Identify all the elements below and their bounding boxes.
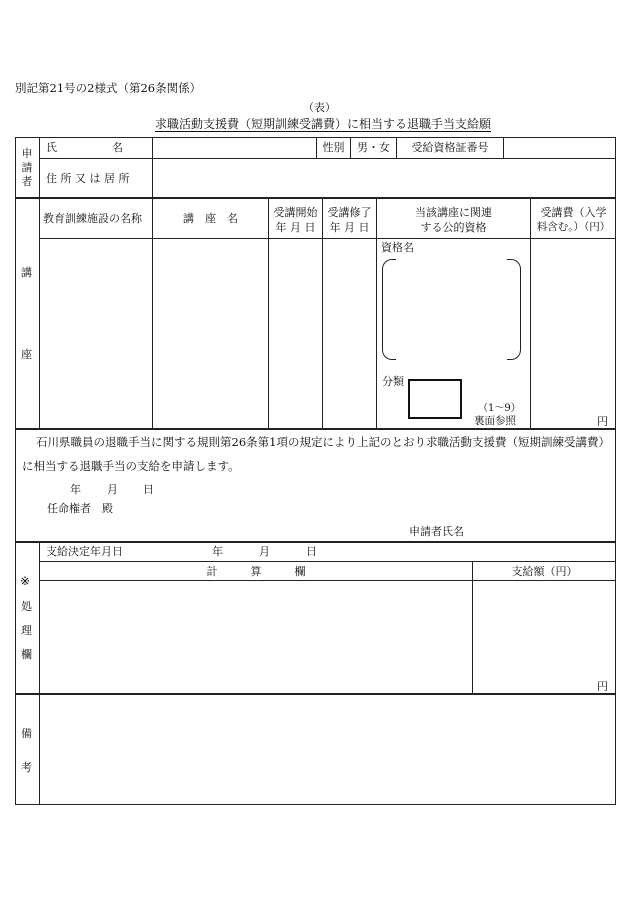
form-title: 求職活動支援費（短期訓練受講費）に相当する退職手当支給願 bbox=[155, 117, 492, 131]
category-label: 分類 bbox=[382, 375, 404, 388]
decision-month-label: 月 bbox=[259, 545, 270, 558]
processing-label-1: 処 bbox=[21, 600, 32, 613]
qualification-bracket-left bbox=[382, 259, 396, 360]
amount-field[interactable] bbox=[473, 581, 615, 693]
decision-day-label: 日 bbox=[306, 545, 317, 558]
course-section-label-bottom: 座 bbox=[21, 348, 32, 361]
start-date-header-2: 年 月 日 bbox=[275, 221, 316, 234]
qualification-bracket-right bbox=[507, 259, 521, 360]
start-date-field[interactable] bbox=[269, 239, 322, 428]
end-date-header-1: 受講修了 bbox=[327, 206, 372, 219]
applicant-name-field[interactable] bbox=[470, 522, 610, 540]
declaration-line-2: に相当する退職手当の支給を申請します。 bbox=[22, 459, 240, 473]
facility-name-header: 教育訓練施設の名称 bbox=[43, 212, 142, 225]
date-year-label: 年 bbox=[70, 483, 81, 496]
form-number: 別記第21号の2様式（第26条関係） bbox=[15, 81, 202, 95]
remarks-label-1: 備 bbox=[21, 727, 32, 740]
fee-header-1: 受講費（入学 bbox=[540, 206, 607, 219]
amount-header: 支給額（円） bbox=[511, 565, 578, 578]
declaration-line-1: 石川県職員の退職手当に関する規則第26条第1項の規定により上記のとおり求職活動支援費（短期訓練受講費） bbox=[36, 435, 610, 449]
fee-header-2: 料含む。）（円） bbox=[536, 221, 611, 233]
category-range: （1〜9） bbox=[478, 403, 521, 414]
qualification-name-field[interactable] bbox=[397, 261, 506, 358]
qualification-header-1: 当該講座に関連 bbox=[415, 206, 492, 219]
qualification-header-2: する公的資格 bbox=[420, 221, 487, 234]
applicant-name-label: 申請者氏名 bbox=[409, 525, 464, 538]
certificate-number-label: 受給資格証番号 bbox=[411, 141, 489, 154]
remarks-label-2: 考 bbox=[21, 761, 32, 774]
side-label: （表） bbox=[303, 101, 336, 114]
course-section-label-top: 講 bbox=[21, 266, 32, 279]
applicant-section-label: 申 請 者 bbox=[21, 146, 33, 188]
address-field[interactable] bbox=[153, 159, 615, 197]
start-date-header-1: 受講開始 bbox=[273, 206, 318, 219]
course-name-header: 講 座 名 bbox=[183, 212, 238, 225]
name-label: 氏 名 bbox=[46, 141, 123, 154]
fee-unit: 円 bbox=[597, 415, 608, 428]
processing-label-3: 欄 bbox=[21, 648, 32, 661]
date-month-label: 月 bbox=[107, 483, 118, 496]
processing-label-2: 理 bbox=[21, 624, 32, 637]
date-day-label: 日 bbox=[143, 483, 154, 496]
addressee: 任命権者 殿 bbox=[47, 502, 113, 515]
gender-label: 性別 bbox=[322, 141, 345, 154]
certificate-number-field[interactable] bbox=[504, 138, 615, 157]
amount-unit: 円 bbox=[597, 680, 608, 693]
facility-name-field[interactable] bbox=[40, 239, 152, 428]
processing-mark: ※ bbox=[20, 574, 31, 588]
fee-field[interactable] bbox=[531, 239, 615, 428]
calculation-field[interactable] bbox=[40, 581, 472, 693]
calculation-header: 計 算 欄 bbox=[206, 565, 306, 578]
gender-value[interactable]: 男・女 bbox=[357, 141, 390, 154]
category-box[interactable] bbox=[408, 379, 462, 419]
remarks-field[interactable] bbox=[40, 695, 615, 804]
qualification-name-label: 資格名 bbox=[381, 241, 414, 254]
address-label: 住 所 又 は 居 所 bbox=[46, 172, 130, 185]
end-date-header-2: 年 月 日 bbox=[329, 221, 370, 234]
decision-date-label: 支給決定年月日 bbox=[46, 545, 123, 558]
decision-year-label: 年 bbox=[212, 545, 223, 558]
course-name-field[interactable] bbox=[153, 239, 268, 428]
category-reference: 裏面参照 bbox=[474, 415, 516, 427]
end-date-field[interactable] bbox=[323, 239, 376, 428]
name-field[interactable] bbox=[153, 138, 315, 157]
